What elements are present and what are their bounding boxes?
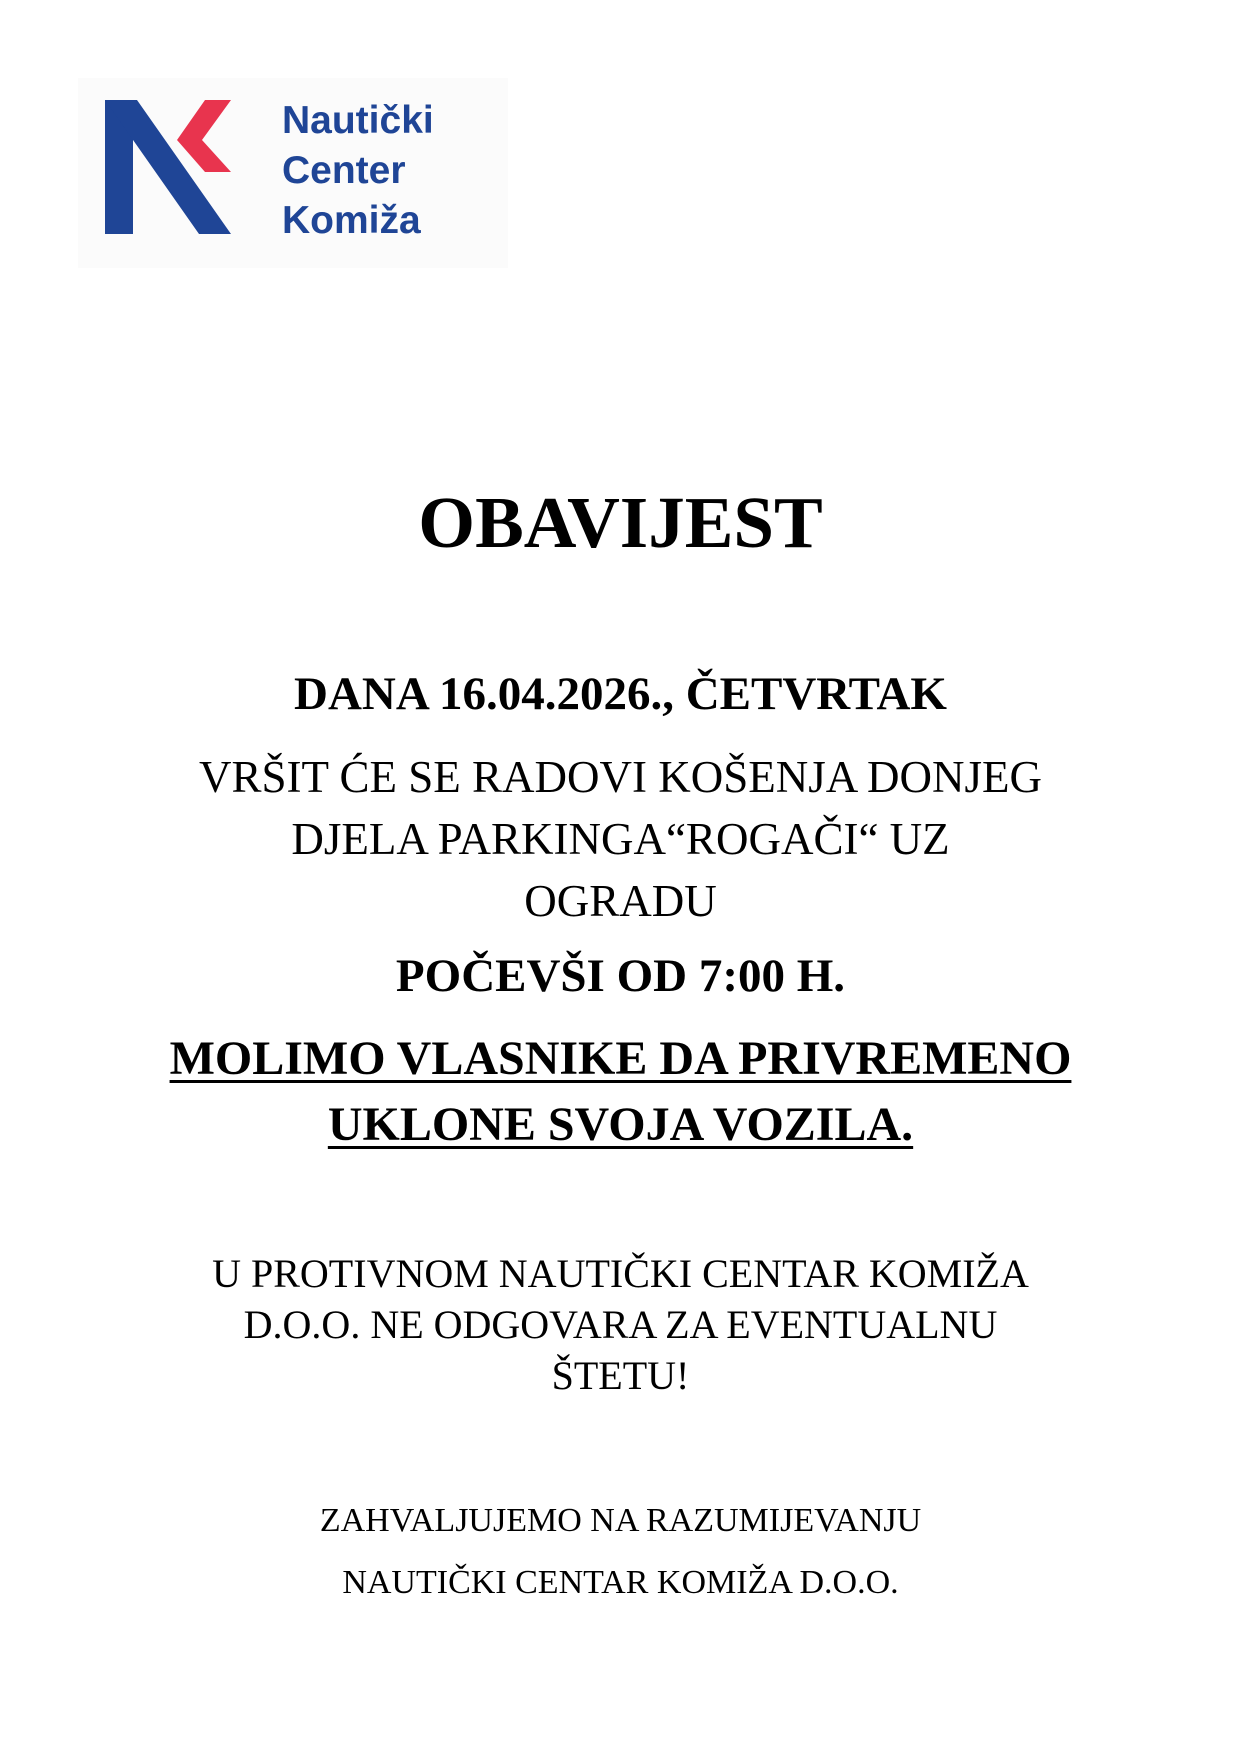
liability-notice	[0, 1248, 1241, 1401]
company-logo	[78, 78, 508, 268]
warning-line: MOLIMO VLASNIKE DA PRIVREMENO	[169, 1032, 1072, 1085]
thanks-line: ZAHVALJUJEMO NA RAZUMIJEVANJU	[319, 1502, 922, 1539]
work-line: OGRADU	[524, 876, 717, 926]
closing	[0, 1490, 1241, 1614]
liability-line: U PROTIVNOM NAUTIČKI CENTAR KOMIŽA	[212, 1251, 1029, 1296]
logo-wordmark	[282, 96, 434, 246]
notice-title: OBAVIJEST	[418, 482, 823, 563]
liability-line: ŠTETU!	[551, 1353, 690, 1398]
start-time: POČEVŠI OD 7:00 H.	[395, 950, 846, 1002]
signature-line: NAUTIČKI CENTAR KOMIŽA D.O.O.	[342, 1564, 899, 1601]
logo-line-3: Komiža	[282, 199, 421, 242]
work-line: DJELA PARKINGA“ROGAČI“ UZ	[291, 814, 950, 864]
work-line: VRŠIT ĆE SE RADOVI KOŠENJA DONJEG	[199, 752, 1042, 802]
warning-line: UKLONE SVOJA VOZILA.	[327, 1098, 914, 1151]
notice-date: DANA 16.04.2026., ČETVRTAK	[294, 668, 947, 720]
logo-line-2: Center	[282, 149, 406, 192]
work-description	[0, 746, 1241, 932]
liability-line: D.O.O. NE ODGOVARA ZA EVENTUALNU	[243, 1302, 998, 1347]
vehicle-warning	[0, 1026, 1241, 1158]
logo-k-mark-icon	[105, 100, 255, 240]
logo-line-1: Nautički	[282, 99, 434, 142]
